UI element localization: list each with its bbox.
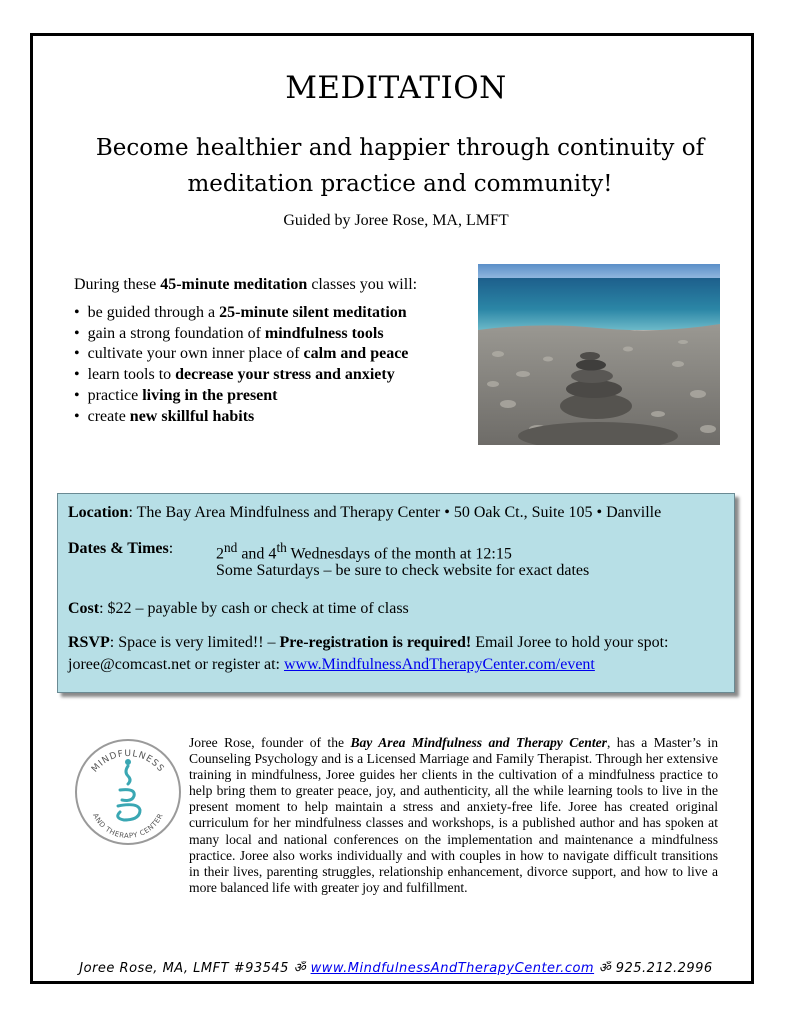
list-item-text: cultivate your own inner place of — [87, 345, 304, 363]
list-item — [74, 303, 408, 324]
beach-stones-image — [478, 264, 720, 445]
register-link[interactable]: www.MindfulnessAndTherapyCenter.com/event — [283, 656, 595, 673]
dates-line — [68, 540, 728, 563]
dates-label: Dates & Times — [68, 540, 169, 557]
bio-paragraph — [74, 735, 718, 896]
dates-part: Wednesdays of the month at 12:15 — [286, 545, 512, 563]
list-item — [74, 365, 408, 386]
dates-line-2: Some Saturdays – be sure to check website for exact dates — [216, 562, 590, 579]
list-item-text: be guided through a — [87, 304, 220, 321]
list-item — [74, 324, 408, 345]
rsvp-label: RSVP — [68, 634, 110, 651]
dates-sup: nd — [224, 540, 238, 555]
logo-text-top: MINDFULNESS — [90, 748, 166, 775]
list-item-text: create — [87, 407, 130, 425]
rsvp-line-2 — [68, 656, 595, 674]
list-item — [74, 344, 408, 365]
om-symbol-icon: ॐ — [293, 961, 306, 976]
benefits-list — [74, 303, 408, 427]
stacked-stones-photo — [478, 264, 720, 445]
location-line — [68, 504, 661, 522]
location-value: : The Bay Area Mindfulness and Therapy Center • 50 Oak Ct., Suite 105 • Danville — [128, 504, 662, 521]
subtitle-line-2: meditation practice and community! — [187, 171, 613, 197]
page-title: MEDITATION — [285, 70, 507, 106]
website-link[interactable]: www.MindfulnessAndTherapyCenter.com — [310, 961, 595, 976]
list-item-bold: decrease your stress and anxiety — [175, 366, 395, 384]
cost-line — [68, 600, 409, 618]
dates-colon: : — [168, 540, 174, 557]
list-item-text: gain a strong foundation of — [87, 324, 265, 342]
rsvp-text: : Space is very limited!! – — [109, 634, 280, 651]
intro-bold: 45-minute meditation — [160, 276, 308, 293]
dates-part: and 4 — [237, 545, 277, 563]
event-info-box — [57, 493, 735, 693]
footer-phone: 925.212.2996 — [611, 961, 713, 976]
bio-text: Joree Rose, founder of the — [189, 735, 351, 750]
logo-spacer — [74, 735, 189, 881]
list-item-bold: living in the present — [142, 386, 278, 404]
list-item-text: practice — [87, 386, 143, 404]
list-item — [74, 386, 408, 407]
footer — [30, 958, 762, 976]
dates-value — [216, 540, 512, 563]
intro-pre: During these — [74, 276, 161, 293]
list-item — [74, 407, 408, 428]
rsvp-email: joree@comcast.net or register at: — [68, 656, 284, 673]
subtitle — [70, 130, 730, 202]
cost-label: Cost — [68, 600, 100, 617]
rsvp-required: Pre-registration is required! — [279, 634, 472, 651]
intro-post: classes you will: — [307, 276, 418, 293]
om-symbol-icon: ॐ — [598, 961, 612, 976]
logo-text-bottom: AND THERAPY CENTER — [91, 812, 165, 841]
cost-value: : $22 – payable by cash or check at time of class — [99, 600, 409, 617]
dates-sup: th — [276, 540, 287, 555]
list-item-text: learn tools to — [87, 366, 176, 384]
bio-text: , has a Master’s in Counseling Psychology and is a Licensed Marriage and Family Therapist. Through her extensive training in mindfulness, Joree guides her clients in the cultivation of a mindfulness practice to help bring them to greater peace, joy, and authenticity, all the while learning tools to live in the present moment to help maintain a stress and anxiety-free life. Joree has created original curriculum for her mindfulness classes and workshops, is a published author and has spoken at many local and national conferences on the implementation and maintenance a mindfulness practice. Joree also works individually and with couples in how to navigate difficult transitions in their lives, parenting struggles, relationship enhancement, divorce support, and how to live a more balanced life with greater joy and fulfillment. — [189, 735, 719, 895]
intro-text — [74, 276, 417, 294]
location-label: Location — [68, 504, 129, 521]
rsvp-line — [68, 634, 669, 652]
rsvp-text: Email Joree to hold your spot: — [471, 634, 669, 651]
center-name: Bay Area Mindfulness and Therapy Center — [350, 735, 607, 750]
list-item-bold: new skillful habits — [129, 407, 255, 425]
subtitle-line-1: Become healthier and happier through continuity of — [95, 135, 705, 161]
list-item-bold: 25-minute silent meditation — [219, 304, 407, 321]
list-item-bold: mindfulness tools — [264, 324, 384, 342]
footer-name: Joree Rose, MA, LMFT #93545 — [79, 961, 294, 976]
guided-by: Guided by Joree Rose, MA, LMFT — [283, 212, 509, 229]
dates-part: 2 — [216, 545, 224, 563]
list-item-bold: calm and peace — [303, 345, 409, 363]
